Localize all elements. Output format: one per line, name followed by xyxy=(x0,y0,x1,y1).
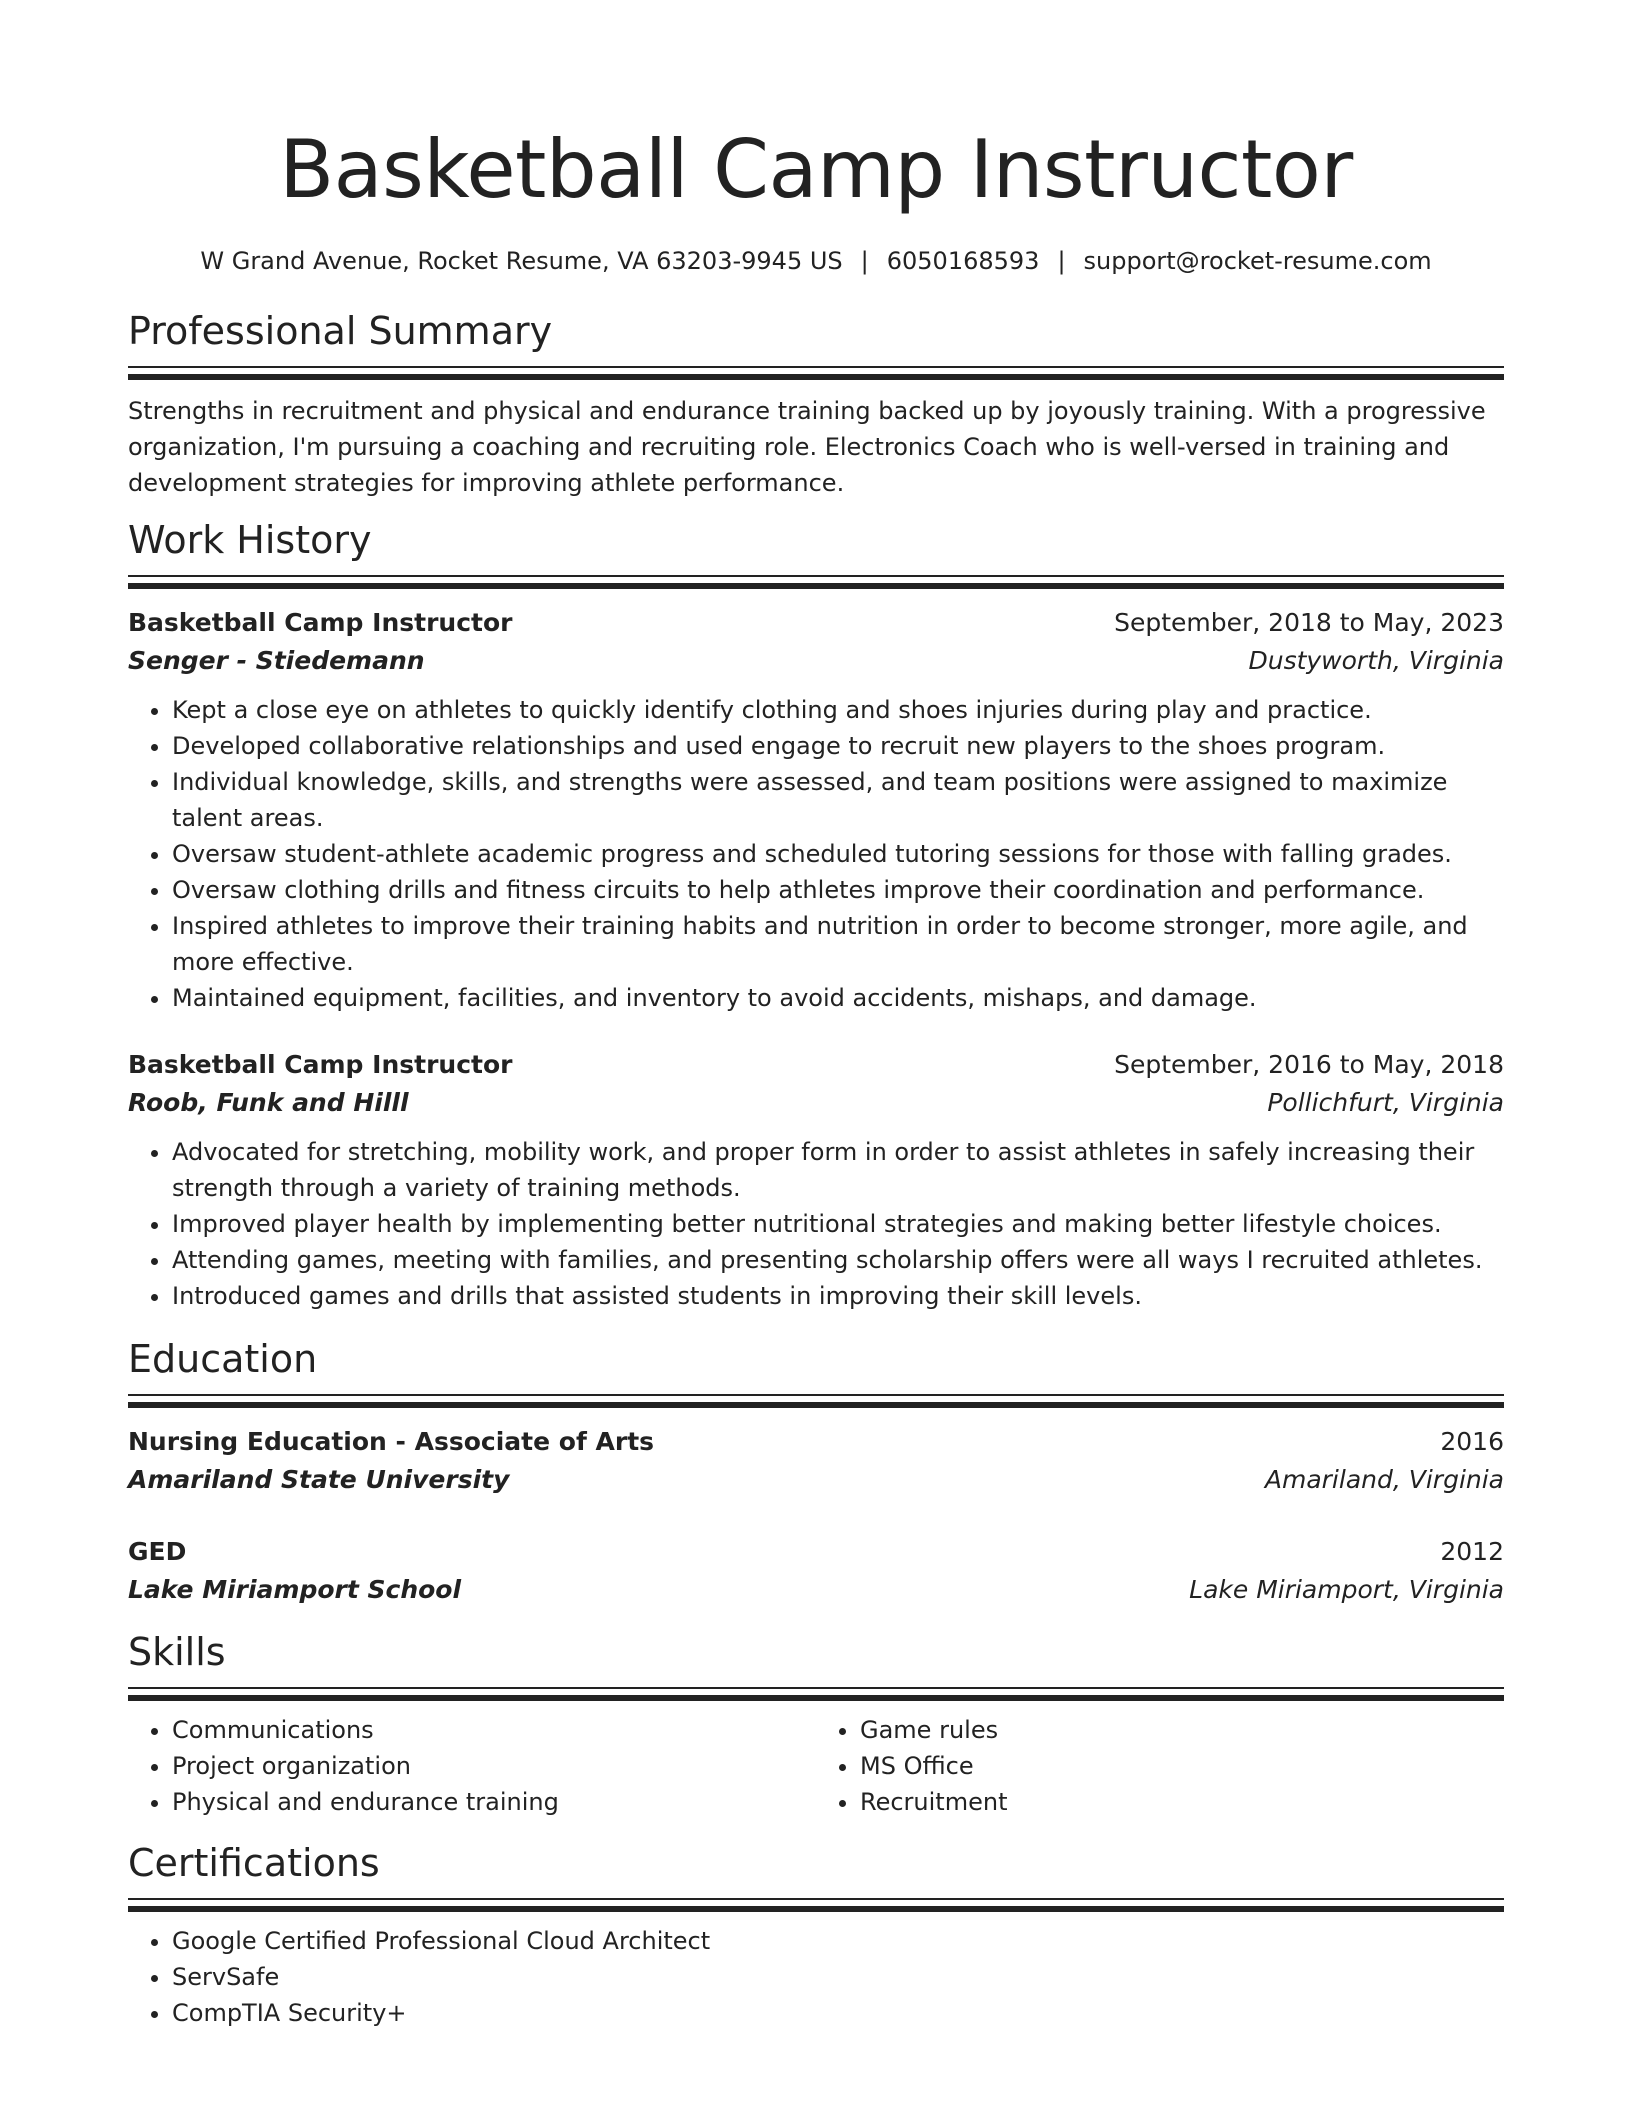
section-certifications xyxy=(128,1838,1504,2031)
education-year: 2012 xyxy=(1440,1537,1504,1566)
skill-item: • Game rules xyxy=(860,1712,1504,1748)
contact-phone: 6050168593 xyxy=(886,247,1040,275)
education-school-row xyxy=(128,1461,1504,1499)
summary-text: Strengths in recruitment and physical and endurance training backed up by joyously training. With a progressive organization, I'm pursuing a coaching and recruiting role. Electronics Coach who is well-versed in training and development strategies for improving athlete performance. xyxy=(128,397,1486,497)
job-company-row xyxy=(128,642,1504,680)
section-divider xyxy=(128,366,1504,381)
job-location: Dustyworth, Virginia xyxy=(1248,646,1504,675)
section-title-work-history: Work History xyxy=(128,518,372,562)
skill-item: • Communications xyxy=(172,1712,816,1748)
contact-address: W Grand Avenue, Rocket Resume, VA 63203-9945 US xyxy=(200,247,843,275)
job-bullet: • Developed collaborative relationships and used engage to recruit new players to the shoes program. xyxy=(172,728,1504,764)
job-bullets xyxy=(128,692,1504,1016)
section-title-education: Education xyxy=(128,1337,318,1381)
job-bullet: • Improved player health by implementing better nutritional strategies and making better lifestyle choices. xyxy=(172,1206,1504,1242)
job-header-row xyxy=(128,1046,1504,1084)
section-divider xyxy=(128,1394,1504,1409)
education-school: Lake Miriamport School xyxy=(128,1575,462,1604)
section-divider xyxy=(128,575,1504,590)
job-bullet: • Oversaw student-athlete academic progress and scheduled tutoring sessions for those with falling grades. xyxy=(172,836,1504,872)
section-work-history xyxy=(128,515,1504,1314)
skills-grid xyxy=(128,1712,1504,1820)
job-bullet: • Individual knowledge, skills, and strengths were assessed, and team positions were assigned to maximize talent areas. xyxy=(172,764,1504,836)
contact-separator: | xyxy=(860,247,869,275)
education-location: Lake Miriamport, Virginia xyxy=(1189,1575,1504,1604)
skills-column-left xyxy=(128,1712,816,1820)
job-company: Senger - Stiedemann xyxy=(128,646,425,675)
job-bullets xyxy=(128,1134,1504,1314)
contact-email: support@rocket-resume.com xyxy=(1083,247,1432,275)
education-entry xyxy=(128,1533,1504,1609)
education-degree: GED xyxy=(128,1537,187,1566)
job-bullet: • Attending games, meeting with families, and presenting scholarship offers were all ways I recruited athletes. xyxy=(172,1242,1504,1278)
education-degree: Nursing Education - Associate of Arts xyxy=(128,1427,655,1456)
section-summary xyxy=(128,306,1504,501)
skills-column-right xyxy=(816,1712,1504,1820)
education-entry xyxy=(128,1423,1504,1499)
certification-item: • CompTIA Security+ xyxy=(172,1995,1504,2031)
job-entry xyxy=(128,1046,1504,1314)
job-bullet: • Advocated for stretching, mobility work, and proper form in order to assist athletes in safely increasing their strength through a variety of training methods. xyxy=(172,1134,1504,1206)
section-title-summary: Professional Summary xyxy=(128,309,553,353)
job-header-row xyxy=(128,604,1504,642)
section-divider xyxy=(128,1898,1504,1913)
job-dates: September, 2016 to May, 2018 xyxy=(1114,1050,1504,1079)
education-year: 2016 xyxy=(1440,1427,1504,1456)
education-header-row xyxy=(128,1533,1504,1571)
resume-name: Basketball Camp Instructor xyxy=(279,123,1353,216)
skill-item: • Recruitment xyxy=(860,1784,1504,1820)
section-title-skills: Skills xyxy=(128,1630,226,1674)
skill-item: • Physical and endurance training xyxy=(172,1784,816,1820)
job-title: Basketball Camp Instructor xyxy=(128,1050,513,1079)
job-bullet: • Oversaw clothing drills and fitness circuits to help athletes improve their coordination and performance. xyxy=(172,872,1504,908)
job-dates: September, 2018 to May, 2023 xyxy=(1114,608,1504,637)
job-bullet: • Kept a close eye on athletes to quickly identify clothing and shoes injuries during play and practice. xyxy=(172,692,1504,728)
job-bullet: • Introduced games and drills that assisted students in improving their skill levels. xyxy=(172,1278,1504,1314)
section-title-certifications: Certifications xyxy=(128,1841,380,1885)
skill-item: • Project organization xyxy=(172,1748,816,1784)
education-school: Amariland State University xyxy=(128,1465,510,1494)
job-bullet: • Inspired athletes to improve their training habits and nutrition in order to become stronger, more agile, and more effective. xyxy=(172,908,1504,980)
job-company-row xyxy=(128,1084,1504,1122)
job-bullet: • Maintained equipment, facilities, and inventory to avoid accidents, mishaps, and damage. xyxy=(172,980,1504,1016)
education-school-row xyxy=(128,1571,1504,1609)
contact-separator: | xyxy=(1057,247,1066,275)
job-entry xyxy=(128,604,1504,1016)
section-skills xyxy=(128,1627,1504,1820)
job-title: Basketball Camp Instructor xyxy=(128,608,513,637)
section-education xyxy=(128,1334,1504,1609)
certification-list xyxy=(128,1923,1504,2031)
resume-page xyxy=(128,0,1504,2031)
job-company: Roob, Funk and Hilll xyxy=(128,1088,409,1117)
section-divider xyxy=(128,1687,1504,1702)
education-header-row xyxy=(128,1423,1504,1461)
education-location: Amariland, Virginia xyxy=(1264,1465,1504,1494)
job-location: Pollichfurt, Virginia xyxy=(1267,1088,1504,1117)
skill-item: • MS Office xyxy=(860,1748,1504,1784)
certification-item: • Google Certified Professional Cloud Architect xyxy=(172,1923,1504,1959)
certification-item: • ServSafe xyxy=(172,1959,1504,1995)
contact-line xyxy=(128,244,1504,278)
